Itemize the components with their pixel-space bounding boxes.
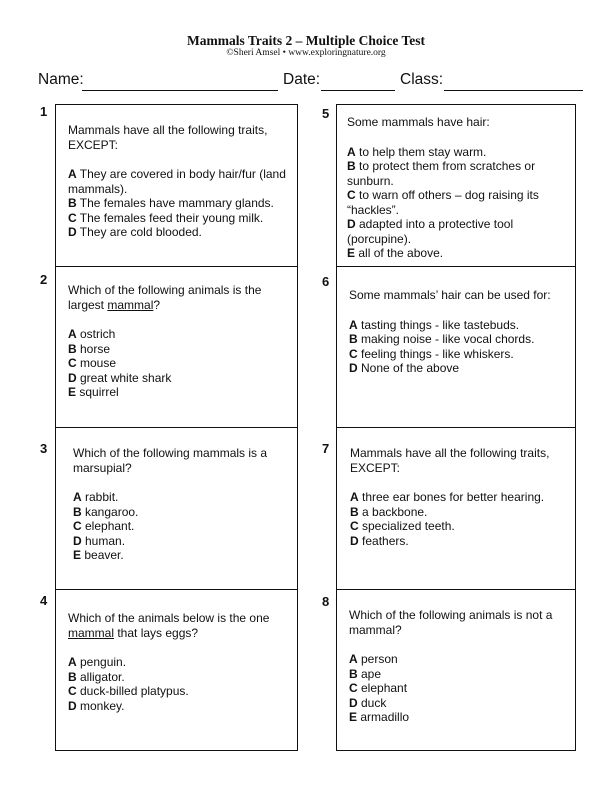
class-label: Class:	[400, 71, 444, 88]
answer-option[interactable]: A to help them stay warm.	[347, 144, 487, 159]
question-number: 2	[40, 272, 48, 287]
student-info-row	[38, 71, 583, 93]
answer-option[interactable]: E beaver.	[73, 548, 124, 562]
answer-option[interactable]: A tasting things - like tastebuds.	[349, 317, 520, 332]
answer-option[interactable]: C to warn off others – dog raising its “hackles”.	[347, 188, 539, 217]
question-box-3	[55, 427, 298, 590]
question-content	[73, 446, 291, 563]
question-content	[68, 283, 286, 400]
answer-option[interactable]: A They are covered in body hair/fur (land mammals).	[68, 167, 286, 196]
question-box-8	[336, 589, 576, 751]
answer-option[interactable]: A ostrich	[68, 327, 116, 341]
answer-option[interactable]: B kangaroo.	[73, 504, 139, 519]
answer-option[interactable]: A rabbit.	[73, 490, 119, 504]
answer-option[interactable]: E squirrel	[68, 385, 119, 399]
question-content	[68, 611, 286, 713]
question-prompt: Which of the following animals is not a mammal?	[349, 608, 553, 637]
answer-option[interactable]: D adapted into a protective tool (porcupine).	[347, 217, 514, 246]
answer-option[interactable]: C specialized teeth.	[350, 519, 455, 533]
question-box-5	[336, 104, 576, 267]
answer-option[interactable]: E armadillo	[349, 710, 410, 724]
answer-option[interactable]: D They are cold blooded.	[68, 225, 202, 239]
answer-option[interactable]: C feeling things - like whiskers.	[349, 346, 514, 361]
answer-option[interactable]: B ape	[349, 666, 382, 681]
question-box-6	[336, 266, 576, 428]
class-blank[interactable]	[444, 90, 583, 91]
question-prompt: Which of the following mammals is a marsupial?	[73, 446, 268, 475]
answer-option[interactable]: B The females have mammary glands.	[68, 196, 274, 210]
question-prompt: Which of the animals below is the one mammal that lays eggs?	[68, 611, 270, 640]
question-content	[68, 123, 286, 240]
question-box-7	[336, 427, 576, 590]
answer-option[interactable]: D great white shark	[68, 370, 172, 385]
question-prompt: Some mammals have hair:	[347, 115, 490, 129]
answer-option[interactable]: C mouse	[68, 356, 117, 370]
answer-option[interactable]: A three ear bones for better hearing.	[350, 490, 545, 504]
answer-option[interactable]: D human.	[73, 533, 126, 548]
question-number: 6	[322, 274, 330, 289]
question-prompt: Which of the following animals is the largest mammal?	[68, 283, 262, 312]
question-content	[347, 115, 565, 261]
question-number: 5	[322, 106, 330, 121]
answer-option[interactable]: A penguin.	[68, 655, 127, 669]
question-box-2	[55, 266, 298, 428]
answer-option[interactable]: B horse	[68, 341, 111, 356]
question-number: 7	[322, 441, 330, 456]
answer-option[interactable]: B a backbone.	[350, 504, 428, 519]
question-number: 4	[40, 593, 48, 608]
question-box-4	[55, 589, 298, 751]
answer-option[interactable]: C duck-billed platypus.	[68, 684, 189, 698]
answer-option[interactable]: B alligator.	[68, 669, 125, 684]
question-content	[349, 288, 567, 376]
answer-option[interactable]: D None of the above	[349, 361, 460, 375]
answer-option[interactable]: C elephant.	[73, 519, 135, 533]
question-prompt: Mammals have all the following traits, EXCEPT:	[350, 446, 550, 475]
date-blank[interactable]	[321, 90, 395, 91]
answer-option[interactable]: C The females feed their young milk.	[68, 210, 264, 225]
worksheet-title: Mammals Traits 2 – Multiple Choice Test	[187, 33, 425, 48]
question-number: 8	[322, 594, 330, 609]
question-number: 1	[40, 104, 48, 119]
answer-option[interactable]: A person	[349, 652, 398, 666]
name-label: Name:	[38, 71, 84, 88]
question-prompt: Some mammals’ hair can be used for:	[349, 288, 551, 302]
answer-option[interactable]: C elephant	[349, 681, 408, 695]
answer-option[interactable]: B making noise - like vocal chords.	[349, 332, 535, 346]
answer-option[interactable]: D feathers.	[350, 533, 409, 548]
question-content	[349, 608, 564, 725]
question-box-1	[55, 104, 298, 267]
answer-option[interactable]: D monkey.	[68, 698, 125, 713]
name-blank[interactable]	[82, 90, 278, 91]
question-prompt: Mammals have all the following traits, EXCEPT:	[68, 123, 268, 152]
answer-option[interactable]: B to protect them from scratches or sunburn.	[347, 159, 536, 188]
answer-option[interactable]: D duck	[349, 695, 387, 710]
answer-option[interactable]: E all of the above.	[347, 246, 444, 260]
copyright-line: ©Sheri Amsel • www.exploringnature.org	[226, 48, 386, 58]
question-number: 3	[40, 441, 48, 456]
date-label: Date:	[283, 71, 321, 88]
question-content	[350, 446, 565, 548]
